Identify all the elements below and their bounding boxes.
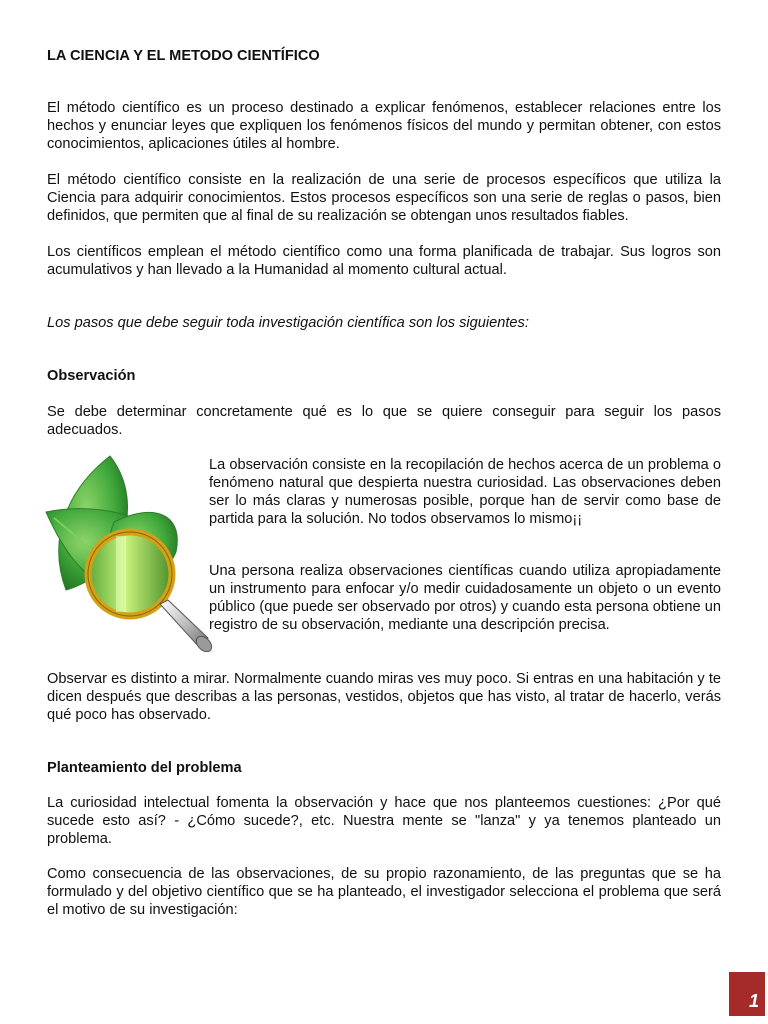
document-title: LA CIENCIA Y EL METODO CIENTÍFICO	[47, 48, 320, 64]
observacion-side-paragraph-2: Una persona realiza observaciones científicas cuando utiliza apropiadamente un instrumento para enfocar y/o medir cuidadosamente un objeto o un evento público (que puede ser observado por otros) y cuando esta persona obtiene un registro de su observación, mediante una descripción precisa.	[209, 563, 721, 633]
planteamiento-paragraph-1: La curiosidad intelectual fomenta la observación y hace que nos planteemos cuestiones: ¿Por qué sucede esto así? - ¿Cómo sucede?, etc. Nuestra mente se "lanza" y ya tenemos planteado un problema.	[47, 795, 721, 847]
page-number: 1	[748, 991, 759, 1011]
observacion-heading: Observación	[47, 368, 136, 384]
leaf-magnifier-icon	[44, 452, 216, 652]
steps-intro: Los pasos que debe seguir toda investigación científica son los siguientes:	[47, 315, 529, 331]
observacion-side-paragraph-1: La observación consiste en la recopilación de hechos acerca de un problema o fenómeno natural que despierta nuestra curiosidad. Las observaciones deben ser lo más claras y numerosas posible, porque han de servir como base de partida para la solución. No todos observamos lo mismo¡¡	[209, 457, 721, 527]
intro-paragraph-1: El método científico es un proceso destinado a explicar fenómenos, establecer relaciones entre los hechos y enunciar leyes que expliquen los fenómenos físicos del mundo y permitan obtener, con estos conocimientos, aplicaciones útiles al hombre.	[47, 100, 721, 152]
intro-paragraph-2: El método científico consiste en la realización de una serie de procesos específicos que utiliza la Ciencia para adquirir conocimientos. Estos procesos específicos son una serie de reglas o pasos, bien definidos, que permiten que al final de su realización se obtengan unos resultados fiables.	[47, 172, 721, 224]
observacion-paragraph-1: Se debe determinar concretamente qué es lo que se quiere conseguir para seguir los pasos adecuados.	[47, 404, 721, 438]
observacion-paragraph-2: Observar es distinto a mirar. Normalmente cuando miras ves muy poco. Si entras en una habitación y te dicen después que describas a las personas, vestidos, objetos que has visto, al tratar de hacerlo, verás qué poco has observado.	[47, 671, 721, 723]
intro-paragraph-3: Los científicos emplean el método científico como una forma planificada de trabajar. Sus logros son acumulativos y han llevado a la Humanidad al momento cultural actual.	[47, 244, 721, 278]
planteamiento-heading: Planteamiento del problema	[47, 760, 242, 776]
planteamiento-paragraph-2: Como consecuencia de las observaciones, de su propio razonamiento, de las preguntas que se ha formulado y del objetivo científico que se ha planteado, el investigador selecciona el problema que será el motivo de su investigación:	[47, 866, 721, 918]
page-number-badge	[729, 972, 765, 1016]
